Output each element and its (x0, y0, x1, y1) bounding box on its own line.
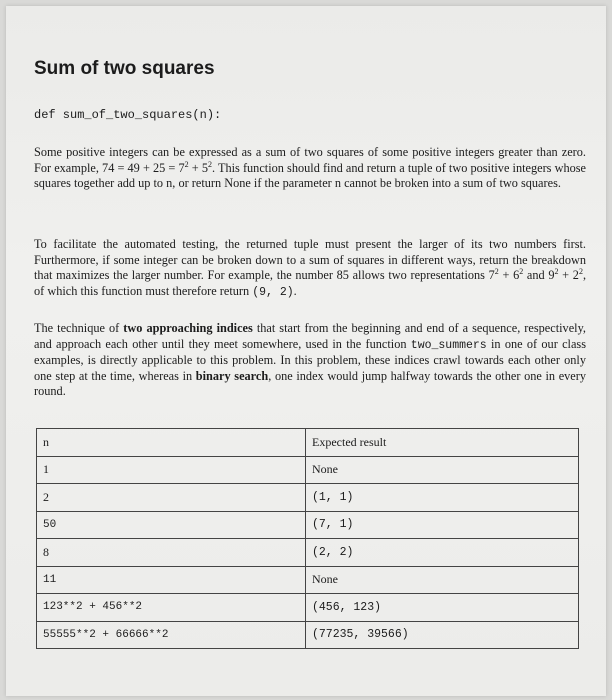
cell-result: (77235, 39566) (306, 621, 579, 649)
table-row (37, 539, 579, 567)
superscript: 2 (519, 267, 524, 277)
text-span: that start from the beginning and end of a sequence, respectively, and approach each other until they meet somewhere, used in the function (34, 321, 586, 351)
table-header-row (37, 429, 579, 457)
text-span: . This function should find and return a tuple of two positive integers whose squares together add up to n, or return (34, 160, 587, 191)
cell-input: 2 (37, 484, 306, 512)
text-span: cannot be broken into a sum of two squares. (341, 176, 561, 191)
text-span: + 5 (188, 160, 208, 175)
text-span: To facilitate the automated testing, the returned tuple must present the larger of its two numbers first. Furthermore, if some integer can be broken down to a sum of squares in different ways, return the breakdown that maximizes the larger number. For example, the number 85 allows two representations 7 (34, 237, 586, 283)
inline-code: two_summers (410, 338, 487, 352)
param-name: n (334, 176, 341, 191)
text-span: Some positive integers can be expressed as a sum of two squares of some positive integers greater than zero. For example, 74 = 49 + 25 = 7 (34, 145, 586, 175)
none-keyword: None (224, 176, 251, 191)
cell-result: (2, 2) (306, 539, 579, 567)
bold-term: binary search (195, 368, 269, 383)
text-span: if the parameter (250, 176, 335, 191)
superscript: 2 (494, 267, 499, 277)
examples-table (36, 428, 579, 649)
table-row (37, 484, 579, 512)
inline-code: (9, 2) (252, 285, 294, 299)
header-cell-n: n (37, 429, 306, 457)
cell-result: None (306, 456, 579, 484)
superscript: 2 (207, 159, 212, 169)
header-cell-expected: Expected result (306, 429, 579, 457)
bold-term: two approaching indices (123, 321, 253, 335)
cell-input: 8 (37, 539, 306, 567)
table-row (37, 594, 579, 622)
text-span: , of which this function must therefore return (34, 268, 587, 298)
table-row (37, 456, 579, 484)
superscript: 2 (578, 267, 583, 277)
cell-result: None (306, 566, 579, 594)
paragraph-intro (34, 145, 586, 192)
text-span: . (293, 283, 297, 298)
text-span: The technique of (34, 321, 124, 335)
superscript: 2 (554, 267, 559, 277)
page-title: Sum of two squares (34, 58, 215, 79)
table-row (37, 511, 579, 539)
cell-input: 50 (37, 511, 306, 539)
cell-input: 11 (37, 566, 306, 594)
cell-input: 55555**2 + 66666**2 (37, 621, 306, 649)
paragraph-technique (34, 321, 586, 400)
superscript: 2 (184, 159, 189, 169)
cell-input: 1 (37, 456, 306, 484)
function-signature: def sum_of_two_squares(n): (34, 108, 222, 122)
text-span: + 6 (498, 268, 520, 283)
cell-result: (1, 1) (306, 484, 579, 512)
text-span: and 9 (523, 268, 555, 283)
text-span: + 2 (558, 268, 579, 283)
table-row (37, 566, 579, 594)
cell-result: (7, 1) (306, 511, 579, 539)
text-span: in one of our class examples, is directly applicable to this problem. In this problem, these indices crawl towards each other only one step at the time, whereas in (34, 336, 586, 383)
paragraph-ordering (34, 237, 586, 300)
cell-result: (456, 123) (306, 594, 579, 622)
text-span: , one index would jump halfway towards the other one in every round. (34, 368, 586, 399)
document-page (6, 6, 606, 696)
table-row (37, 621, 579, 649)
cell-input: 123**2 + 456**2 (37, 594, 306, 622)
